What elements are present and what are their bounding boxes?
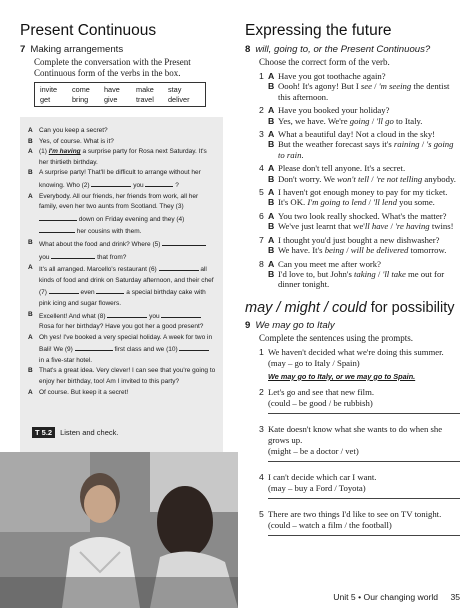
exercise-number: 8	[245, 44, 251, 55]
example-answer: We may go to Italy, or we may go to Spain.	[268, 371, 416, 381]
word: travel	[136, 94, 154, 104]
dialogue-line: A Can you keep a secret?	[28, 127, 108, 134]
dialogue-line: B That's a great idea. Very clever! I can see that you're going to enjoy her birthday, too! Am I invited to this party?	[28, 367, 216, 386]
audio-track-tag: T 5.2	[32, 427, 55, 438]
section-title-present-continuous: Present Continuous	[20, 22, 157, 39]
photo-illustration	[0, 452, 238, 608]
word: come	[72, 85, 90, 94]
section-title-rest: for possibility	[366, 299, 455, 316]
word: give	[104, 94, 118, 104]
dialogue-line: A Everybody. All our friends, her friends from work, all her family, even her two aunts from Scotland. They (3) down on Friday evening and they (4) her cousins with them.	[28, 192, 199, 236]
answer-line[interactable]	[268, 461, 460, 462]
unit-label: Unit 5	[333, 592, 356, 602]
photo-couple	[0, 452, 238, 608]
word: stay	[168, 85, 182, 94]
answer-line[interactable]	[268, 535, 460, 536]
exercise-number: 7	[20, 44, 26, 55]
exercise-7-heading	[20, 44, 225, 55]
exercise-9-items: 1 We haven't decided what we're doing this summer. (may – go to Italy / Spain) We may go to Italy, or we may go to Spain. 2 Let's go and see that new film. (could – be good / be rubbish) 3 Kate doesn't know what she wants to do when she grows up. (might – be a doctor / vet) 4 I can't decide which car I want. (may – buy a Ford / Toyota) 5 There are two things I'd like to see on TV tonight. (could – watch a film / the football)	[245, 347, 460, 536]
left-column	[20, 22, 225, 113]
exercise-instruction: Complete the sentences using the prompts.	[259, 332, 413, 343]
answer-line[interactable]	[268, 498, 460, 499]
word: make	[136, 85, 154, 94]
dialogue-line: B A surprise party! That'll be difficult to arrange without her knowing. Who (2) you ?	[28, 169, 201, 189]
dialogue-line: B What about the food and drink? Where (5) you that from?	[28, 238, 216, 263]
dialogue-line: A Of course. But keep it a secret!	[28, 388, 129, 396]
exercise-title: will, going to, or the Present Continuous?	[255, 44, 431, 55]
unit-title: Our changing world	[363, 592, 439, 602]
word-box	[34, 82, 206, 107]
dialogue-line: A Oh yes! I've booked a very special holiday. A week for two in Bali! We (9) first class and we (10) in a five-star hotel.	[28, 333, 213, 364]
audio-text: Listen and check.	[60, 428, 119, 437]
word: have	[104, 85, 120, 94]
exercise-title: Making arrangements	[30, 44, 124, 55]
word: invite	[40, 85, 58, 94]
dialogue-line: A It's all arranged. Marcello's restaurant (6) all kinds of food and drink on Saturday afternoon, and their chef (7) even a special birthday cake with pink icing and sugar flowers.	[28, 264, 214, 307]
audio-instruction	[32, 428, 118, 437]
section-title-expressing-future: Expressing the future	[245, 22, 392, 39]
exercise-title: We may go to Italy	[255, 319, 335, 331]
exercise-9-heading	[245, 320, 460, 331]
word: bring	[72, 94, 89, 104]
page-number: 35	[450, 592, 460, 602]
right-column	[245, 22, 460, 546]
exercise-number: 9	[245, 319, 251, 331]
dialogue	[28, 126, 216, 398]
exercise-instruction: Complete the conversation with the Present Continuous form of the verbs in the box.	[34, 57, 191, 78]
section-title-possibility	[245, 300, 460, 316]
page-footer	[333, 592, 460, 602]
exercise-8-heading	[245, 44, 460, 55]
exercise-instruction: Choose the correct form of the verb.	[259, 57, 390, 67]
answer-line[interactable]	[268, 413, 460, 414]
dialogue-line: B Excellent! And what (8) you Rosa for her birthday? Have you got her a good present?	[28, 310, 204, 331]
word: deliver	[168, 94, 190, 104]
dialogue-line: B Yes, of course. What is it?	[28, 137, 114, 145]
modal-verbs: may / might / could	[245, 299, 367, 316]
word: get	[40, 94, 51, 104]
dialogue-line: A (1) I'm having a surprise party for Rosa next Saturday. It's her thirtieth birthday.	[28, 148, 207, 166]
footer-separator: •	[358, 592, 364, 602]
exercise-8-items: 1 A Have you got toothache again? B Oooh! It's agony! But I see / 'm seeing the dentist this afternoon. 2 A Have you booked your holiday? B Yes, we have. We're going / 'll go to Italy. 3 A What a beautiful day! Not a cloud in the sky! B But the weather forecast says it's raining / 's going to rain. 4 A Please don't tell anyone. It's a secret. B Don't worry. We won't tell / 're not telling anybody. 5 A I haven't got enough money to pay for my ticket. B It's OK. I'm going to lend / 'll lend you some. 6 A You two look really shocked. What's the matter? B We've just learnt that we'll have / 're having twins! 7 A I thought you'd just bought a new dishwasher? B We have. It's being / will be delivered tomorrow. 8 A Can you meet me after work? B I'd love to, but John's taking / 'll take me out for dinner tonight.	[259, 71, 456, 290]
